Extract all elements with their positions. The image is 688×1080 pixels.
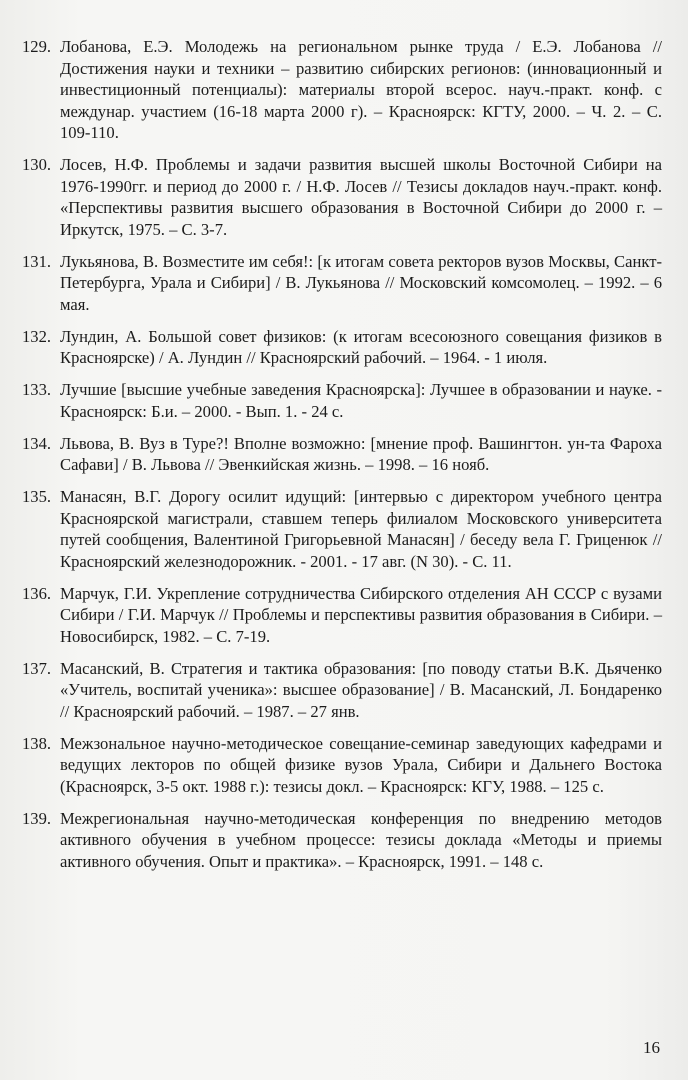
entry-number: 134. [22, 433, 52, 453]
entry-number: 133. [22, 380, 52, 399]
entry-number: 129. [22, 37, 52, 56]
entry-text: Межзональное научно-методическое совещание-семинар заведующих кафедрами и ведущих лекторов по общей физике вузов Урала, Сибири и Дальнего Востока (Красноярск, 3-5 окт. 1988 г.): тезисы докл. – Красноярск: КГУ, 1988. – 125 с. [60, 733, 662, 796]
entry-text: Масанский, В. Стратегия и тактика образования: [по поводу статьи В.К. Дьяченко «Учитель, воспитай ученика»: высшее образование] / В. Масанский, Л. Бондаренко // Красноярский рабочий. – 1987. – 27 янв. [60, 658, 662, 721]
entry-text: Лобанова, Е.Э. Молодежь на региональном рынке труда / Е.Э. Лобанова // Достижения науки и техники – развитию сибирских регионов: (инновационный и инвестиционный потенциалы): материалы второй всерос. науч.-практ. конф. с междунар. участием (16-18 марта 2000 г). – Красноярск: КГТУ, 2000. – Ч. 2. – С. 109-110. [60, 37, 662, 142]
bibliography-list [22, 36, 662, 883]
entry-text: Лучшие [высшие учебные заведения Красноярска]: Лучшее в образовании и науке. - Красноярск: Б.и. – 2000. - Вып. 1. - 24 с. [60, 380, 662, 421]
entry-text: Лосев, Н.Ф. Проблемы и задачи развития высшей школы Восточной Сибири на 1976-1990гг. и период до 2000 г. / Н.Ф. Лосев // Тезисы докладов науч.-практ. конф. «Перспективы развития высшего образования в Восточной Сибири до 2000 г. – Иркутск, 1975. – С. 3-7. [60, 155, 662, 239]
bibliography-entry [22, 251, 662, 316]
entry-text: Львова, В. Вуз в Туре?! Вполне возможно: [мнение проф. Вашингтон. ун-та Фароха Сафави] / В. Львова // Эвенкийская жизнь. – 1998. – 16 нояб. [60, 433, 662, 474]
bibliography-entry [22, 808, 662, 873]
bibliography-entry [22, 326, 662, 369]
bibliography-entry [22, 583, 662, 648]
bibliography-entry [22, 379, 662, 422]
entry-text: Марчук, Г.И. Укрепление сотрудничества Сибирского отделения АН СССР с вузами Сибири / Г.И. Марчук // Проблемы и перспективы развития образования в Сибири. – Новосибирск, 1982. – С. 7-19. [60, 583, 662, 646]
bibliography-entry [22, 658, 662, 723]
entry-number: 130. [22, 155, 52, 174]
entry-text: Лундин, А. Большой совет физиков: (к итогам всесоюзного совещания физиков в Красноярске) / А. Лундин // Красноярский рабочий. – 1964. - 1 июля. [60, 326, 662, 367]
entry-text: Лукьянова, В. Возместите им себя!: [к итогам совета ректоров вузов Москвы, Санкт-Петербурга, Урала и Сибири] / В. Лукьянова // Московский комсомолец. – 1992. – 6 мая. [60, 251, 662, 314]
entry-number: 139. [22, 808, 52, 828]
entry-number: 138. [22, 733, 52, 753]
entry-text: Манасян, В.Г. Дорогу осилит идущий: [интервью с директором учебного центра Красноярской магистрали, ставшем теперь филиалом Московского университета путей сообщения, Валентиной Григорьевной Манасян] / беседу вела Г. Гриценюк // Красноярский железнодорожник. - 2001. - 17 авг. (N 30). - С. 11. [60, 487, 662, 571]
bibliography-entry [22, 486, 662, 572]
entry-number: 135. [22, 487, 52, 506]
page-number: 16 [643, 1038, 660, 1057]
entry-number: 136. [22, 583, 52, 603]
bibliography-entry [22, 433, 662, 476]
bibliography-entry [22, 733, 662, 798]
entry-text: Межрегиональная научно-методическая конференция по внедрению методов активного обучения в учебном процессе: тезисы доклада «Методы и приемы активного обучения. Опыт и практика». – Красноярск, 1991. – 148 с. [60, 808, 662, 871]
bibliography-entry [22, 154, 662, 240]
bibliography-entry [22, 36, 662, 144]
entry-number: 137. [22, 658, 52, 678]
entry-number: 131. [22, 251, 52, 271]
entry-number: 132. [22, 326, 52, 346]
